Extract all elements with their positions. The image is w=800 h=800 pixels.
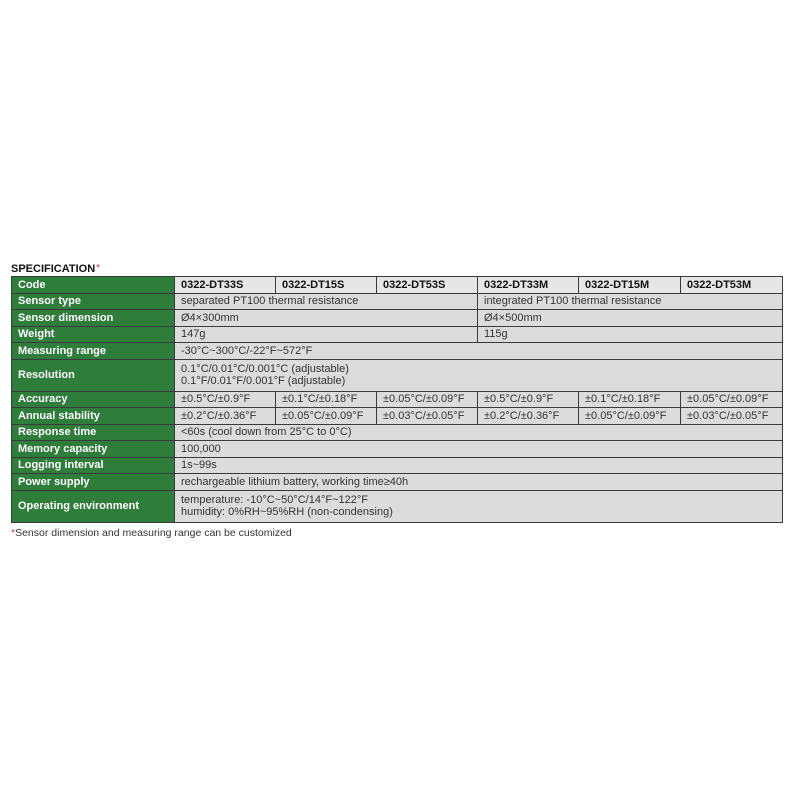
- row-label-weight: Weight: [12, 326, 175, 343]
- footnote-asterisk: *: [11, 527, 16, 539]
- row-label-resolution: Resolution: [12, 359, 175, 391]
- row-label-sensor-type: Sensor type: [12, 293, 175, 310]
- row-label-measuring-range: Measuring range: [12, 343, 175, 360]
- weight-m: 115g: [478, 326, 783, 343]
- power-supply-value: rechargeable lithium battery, working time≥40h: [175, 474, 783, 491]
- sensor-dimension-s: Ø4×300mm: [175, 310, 478, 327]
- table-row: [12, 310, 783, 327]
- operating-environment-value: [175, 490, 783, 522]
- accuracy-cell: ±0.05°C/±0.09°F: [681, 391, 783, 408]
- table-row: [12, 359, 783, 391]
- row-label-accuracy: Accuracy: [12, 391, 175, 408]
- column-header: 0322-DT53M: [681, 277, 783, 294]
- logging-interval-value: 1s~99s: [175, 457, 783, 474]
- row-label-operating-environment: Operating environment: [12, 490, 175, 522]
- row-label-code: Code: [12, 277, 175, 294]
- column-header: 0322-DT15M: [579, 277, 681, 294]
- resolution-fahrenheit: 0.1°F/0.01°F/0.001°F (adjustable): [181, 375, 346, 387]
- operating-humidity: humidity: 0%RH~95%RH (non-condensing): [181, 506, 393, 518]
- weight-s: 147g: [175, 326, 478, 343]
- accuracy-cell: ±0.5°C/±0.9°F: [175, 391, 276, 408]
- stability-cell: ±0.05°C/±0.09°F: [276, 408, 377, 425]
- accuracy-cell: ±0.1°C/±0.18°F: [579, 391, 681, 408]
- stability-cell: ±0.03°C/±0.05°F: [681, 408, 783, 425]
- footnote: [11, 527, 292, 539]
- stability-cell: ±0.05°C/±0.09°F: [579, 408, 681, 425]
- accuracy-cell: ±0.5°C/±0.9°F: [478, 391, 579, 408]
- footnote-text: Sensor dimension and measuring range can be customized: [15, 527, 292, 539]
- table-row: [12, 474, 783, 491]
- stability-cell: ±0.2°C/±0.36°F: [478, 408, 579, 425]
- sensor-type-m: integrated PT100 thermal resistance: [478, 293, 783, 310]
- resolution-celsius: 0.1°C/0.01°C/0.001°C (adjustable): [181, 363, 349, 375]
- table-row: [12, 424, 783, 441]
- column-header: 0322-DT53S: [377, 277, 478, 294]
- table-row: [12, 326, 783, 343]
- spec-title: [11, 263, 100, 275]
- table-row: [12, 441, 783, 458]
- accuracy-cell: ±0.1°C/±0.18°F: [276, 391, 377, 408]
- resolution-value: [175, 359, 783, 391]
- accuracy-cell: ±0.05°C/±0.09°F: [377, 391, 478, 408]
- table-row: [12, 457, 783, 474]
- table-row: [12, 490, 783, 522]
- table-row: [12, 277, 783, 294]
- row-label-annual-stability: Annual stability: [12, 408, 175, 425]
- title-asterisk: *: [96, 263, 101, 274]
- measuring-range-value: -30°C~300°C/-22°F~572°F: [175, 343, 783, 360]
- row-label-logging-interval: Logging interval: [12, 457, 175, 474]
- table-row: [12, 391, 783, 408]
- column-header: 0322-DT33M: [478, 277, 579, 294]
- sensor-type-s: separated PT100 thermal resistance: [175, 293, 478, 310]
- row-label-response-time: Response time: [12, 424, 175, 441]
- memory-capacity-value: 100,000: [175, 441, 783, 458]
- row-label-power-supply: Power supply: [12, 474, 175, 491]
- table-row: [12, 293, 783, 310]
- specification-table: [11, 276, 783, 523]
- operating-temperature: temperature: -10°C~50°C/14°F~122°F: [181, 494, 368, 506]
- row-label-sensor-dimension: Sensor dimension: [12, 310, 175, 327]
- column-header: 0322-DT33S: [175, 277, 276, 294]
- row-label-memory-capacity: Memory capacity: [12, 441, 175, 458]
- stability-cell: ±0.03°C/±0.05°F: [377, 408, 478, 425]
- sensor-dimension-m: Ø4×500mm: [478, 310, 783, 327]
- spec-title-text: SPECIFICATION: [11, 263, 96, 275]
- stability-cell: ±0.2°C/±0.36°F: [175, 408, 276, 425]
- table-row: [12, 343, 783, 360]
- column-header: 0322-DT15S: [276, 277, 377, 294]
- table-row: [12, 408, 783, 425]
- response-time-value: <60s (cool down from 25°C to 0°C): [175, 424, 783, 441]
